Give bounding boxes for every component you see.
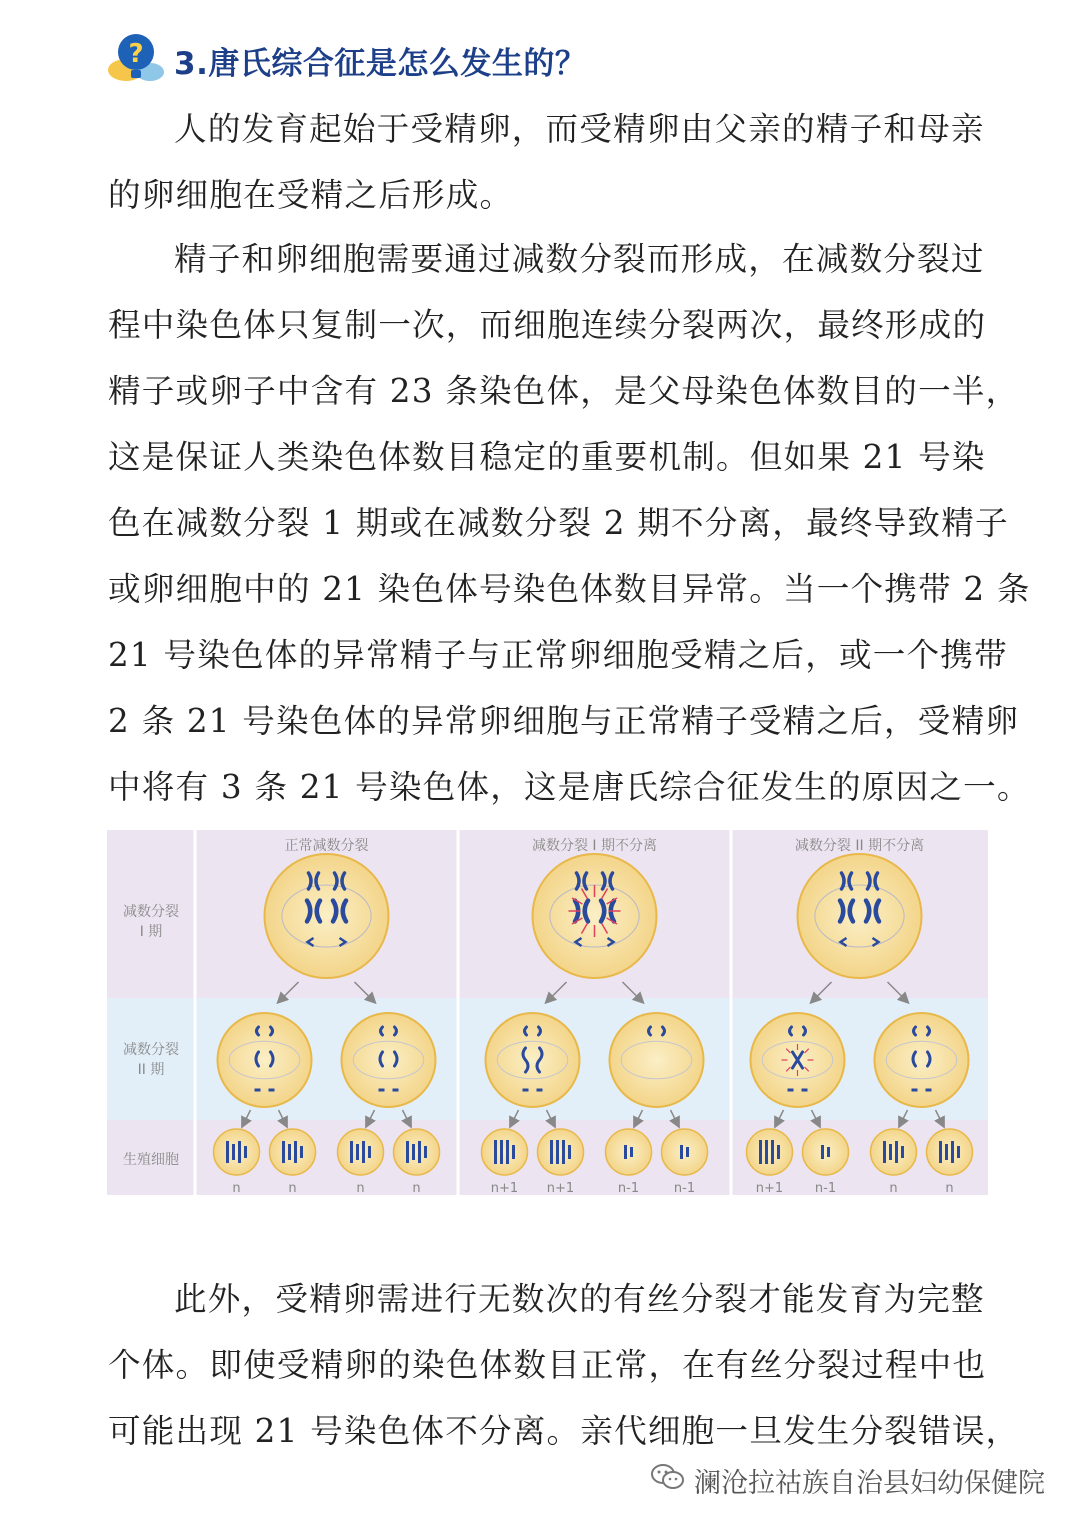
gamete-cell bbox=[482, 1129, 528, 1175]
svg-text:?: ? bbox=[128, 39, 144, 69]
text-line: 个体。即使受精卵的染色体数目正常，在有丝分裂过程中也 bbox=[108, 1346, 987, 1384]
watermark bbox=[650, 1458, 1045, 1502]
gamete-label: n bbox=[945, 1181, 954, 1195]
text-line: 程中染色体只复制一次，而细胞连续分裂两次，最终形成的 bbox=[108, 306, 987, 344]
watermark-text: 澜沧拉祜族自治县妇幼保健院 bbox=[694, 1467, 1045, 1499]
column-title: 减数分裂 I 期不分离 bbox=[531, 838, 658, 854]
cell bbox=[218, 1013, 312, 1107]
text-line: 色在减数分裂 1 期或在减数分裂 2 期不分离，最终导致精子 bbox=[108, 504, 1009, 542]
cell bbox=[875, 1013, 969, 1107]
gamete-cell bbox=[338, 1129, 384, 1175]
gamete-label: n-1 bbox=[673, 1181, 696, 1195]
text-line: 精子或卵子中含有 23 条染色体，是父母染色体数目的一半， bbox=[108, 372, 1020, 410]
row-label: II 期 bbox=[137, 1062, 165, 1078]
gamete-cell bbox=[803, 1129, 849, 1175]
row-label: 减数分裂 bbox=[123, 904, 179, 920]
question-bulb-icon bbox=[104, 30, 168, 90]
cell bbox=[342, 1013, 436, 1107]
text-line: 或卵细胞中的 21 染色体号染色体数目异常。当一个携带 2 条 bbox=[108, 570, 1031, 608]
row-label: I 期 bbox=[139, 924, 163, 940]
text-line: 2 条 21 号染色体的异常卵细胞与正常精子受精之后，受精卵 bbox=[108, 702, 1020, 740]
gamete-label: n+1 bbox=[490, 1181, 519, 1195]
row-label: 减数分裂 bbox=[123, 1042, 179, 1058]
text-line: 21 号染色体的异常精子与正常卵细胞受精之后，或一个携带 bbox=[108, 636, 1008, 674]
gamete-label: n bbox=[356, 1181, 365, 1195]
gamete-label: n+1 bbox=[755, 1181, 784, 1195]
text-line: 可能出现 21 号染色体不分离。亲代细胞一旦发生分裂错误， bbox=[108, 1412, 1020, 1450]
paragraph-2 bbox=[108, 226, 1031, 820]
gamete-cell bbox=[394, 1129, 440, 1175]
text-line: 精子和卵细胞需要通过减数分裂而形成，在减数分裂过 bbox=[174, 240, 985, 278]
gamete-cell bbox=[270, 1129, 316, 1175]
gamete-label: n bbox=[232, 1181, 241, 1195]
section-heading bbox=[104, 30, 586, 90]
column-title: 正常减数分裂 bbox=[284, 838, 369, 854]
text-line: 人的发育起始于受精卵，而受精卵由父亲的精子和母亲 bbox=[174, 110, 985, 148]
section-title: 3.唐氏综合征是怎么发生的？ bbox=[174, 45, 587, 82]
paragraph-1 bbox=[108, 96, 988, 228]
gamete-cell bbox=[871, 1129, 917, 1175]
gamete-cell bbox=[927, 1129, 973, 1175]
column-title: 减数分裂 II 期不分离 bbox=[794, 838, 925, 854]
gamete-cell bbox=[606, 1129, 652, 1175]
gamete-label: n+1 bbox=[546, 1181, 575, 1195]
gamete-label: n-1 bbox=[814, 1181, 837, 1195]
text-line: 的卵细胞在受精之后形成。 bbox=[108, 176, 514, 214]
gamete-label: n bbox=[288, 1181, 297, 1195]
cell bbox=[798, 854, 922, 978]
paragraph-3 bbox=[108, 1266, 1020, 1464]
gamete-label: n-1 bbox=[617, 1181, 640, 1195]
gamete-cell bbox=[538, 1129, 584, 1175]
gamete-cell bbox=[747, 1129, 793, 1175]
gamete-label: n bbox=[889, 1181, 898, 1195]
gamete-cell bbox=[214, 1129, 260, 1175]
text-line: 中将有 3 条 21 号染色体，这是唐氏综合征发生的原因之一。 bbox=[108, 768, 1031, 806]
cell bbox=[265, 854, 389, 978]
text-line: 这是保证人类染色体数目稳定的重要机制。但如果 21 号染 bbox=[108, 438, 986, 476]
meiosis-nondisjunction-figure bbox=[107, 830, 988, 1195]
cell bbox=[533, 854, 657, 978]
cell bbox=[610, 1013, 704, 1107]
wechat-icon bbox=[650, 1462, 686, 1499]
row-label: 生殖细胞 bbox=[123, 1152, 179, 1168]
text-line: 此外，受精卵需进行无数次的有丝分裂才能发育为完整 bbox=[174, 1280, 985, 1318]
cell bbox=[486, 1013, 580, 1107]
gamete-cell bbox=[662, 1129, 708, 1175]
gamete-label: n bbox=[412, 1181, 421, 1195]
